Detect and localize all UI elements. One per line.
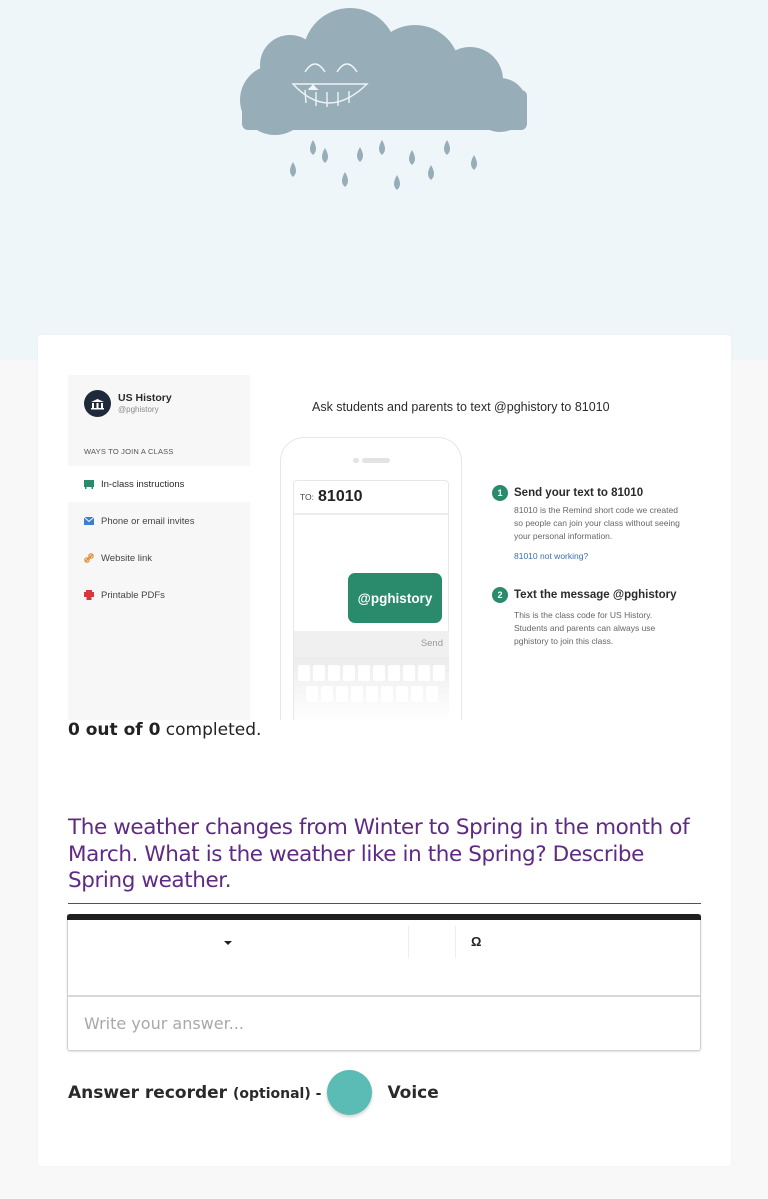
- ways-to-join-label: WAYS TO JOIN A CLASS: [84, 447, 174, 456]
- sidebar-item-in-class-instructions: [68, 466, 250, 502]
- recorder-optional: (optional) -: [232, 1085, 322, 1102]
- envelope-icon: [83, 517, 94, 526]
- step-1: [492, 485, 682, 561]
- board-icon: [83, 480, 94, 489]
- sidebar-item-label: Website link: [101, 552, 153, 564]
- join-steps: [492, 485, 682, 648]
- step-title: Send your text to 81010: [514, 487, 644, 499]
- sidebar-item-label: In-class instructions: [101, 478, 185, 490]
- answer-input[interactable]: [68, 997, 700, 1049]
- printer-icon: [83, 591, 94, 600]
- not-working-link: 81010 not working?: [514, 551, 589, 561]
- instructions-headline: Ask students and parents to text @pghistory to 81010: [312, 400, 610, 414]
- link-icon: [83, 554, 94, 563]
- to-label: TO:: [300, 492, 315, 502]
- step-2: [492, 587, 682, 648]
- step-body: This is the class code for US History. Students and parents can always use pghistory to join this class.: [514, 610, 656, 646]
- step-number-badge: 2: [492, 587, 508, 603]
- step-title: Text the message @pghistory: [514, 589, 677, 601]
- class-header: [84, 390, 172, 417]
- to-number: 81010: [318, 488, 363, 505]
- remind-instructions-image: [68, 375, 708, 720]
- voice-record-button[interactable]: [327, 1070, 372, 1115]
- step-number-badge: 1: [492, 485, 508, 501]
- question-prompt: The weather changes from Winter to Spring in the month of March. What is the weather like in the Spring? Describe Spring weather.: [68, 815, 690, 893]
- sidebar-item-printable-pdfs: [68, 577, 250, 613]
- send-label: Send: [294, 631, 449, 657]
- sidebar-item-label: Printable PDFs: [101, 589, 165, 601]
- completion-status: [68, 720, 261, 740]
- assignment-card: [38, 335, 731, 1166]
- rain-cloud-illustration: [230, 0, 540, 210]
- sidebar-item-phone-or-email: [68, 503, 250, 539]
- step-body: 81010 is the Remind short code we created so people can join your class without seeing your personal information.: [514, 505, 680, 541]
- editor-toolbar: [68, 920, 700, 997]
- remind-sidebar: [68, 375, 250, 720]
- completion-count: 0 out of 0: [68, 720, 161, 740]
- answer-editor: [67, 914, 701, 1051]
- keyboard: [294, 657, 449, 721]
- completion-suffix: completed.: [160, 720, 262, 740]
- voice-label: Voice: [387, 1082, 439, 1103]
- class-handle: @pghistory: [118, 405, 159, 414]
- answer-recorder: [68, 1070, 439, 1115]
- sidebar-item-website-link: [68, 540, 250, 576]
- caret-down-icon[interactable]: [224, 941, 232, 945]
- question-divider: [68, 903, 701, 904]
- special-character-button[interactable]: Ω: [471, 934, 482, 949]
- hero-banner: [0, 0, 768, 360]
- sidebar-item-label: Phone or email invites: [101, 515, 195, 527]
- class-name: US History: [118, 392, 172, 404]
- to-row: [294, 481, 448, 515]
- phone-mockup: [280, 437, 462, 720]
- phone-screen: [293, 480, 449, 720]
- message-bubble: @pghistory: [348, 573, 442, 623]
- recorder-label: Answer recorder (optional) -: [68, 1082, 322, 1103]
- school-building-icon: [84, 390, 111, 417]
